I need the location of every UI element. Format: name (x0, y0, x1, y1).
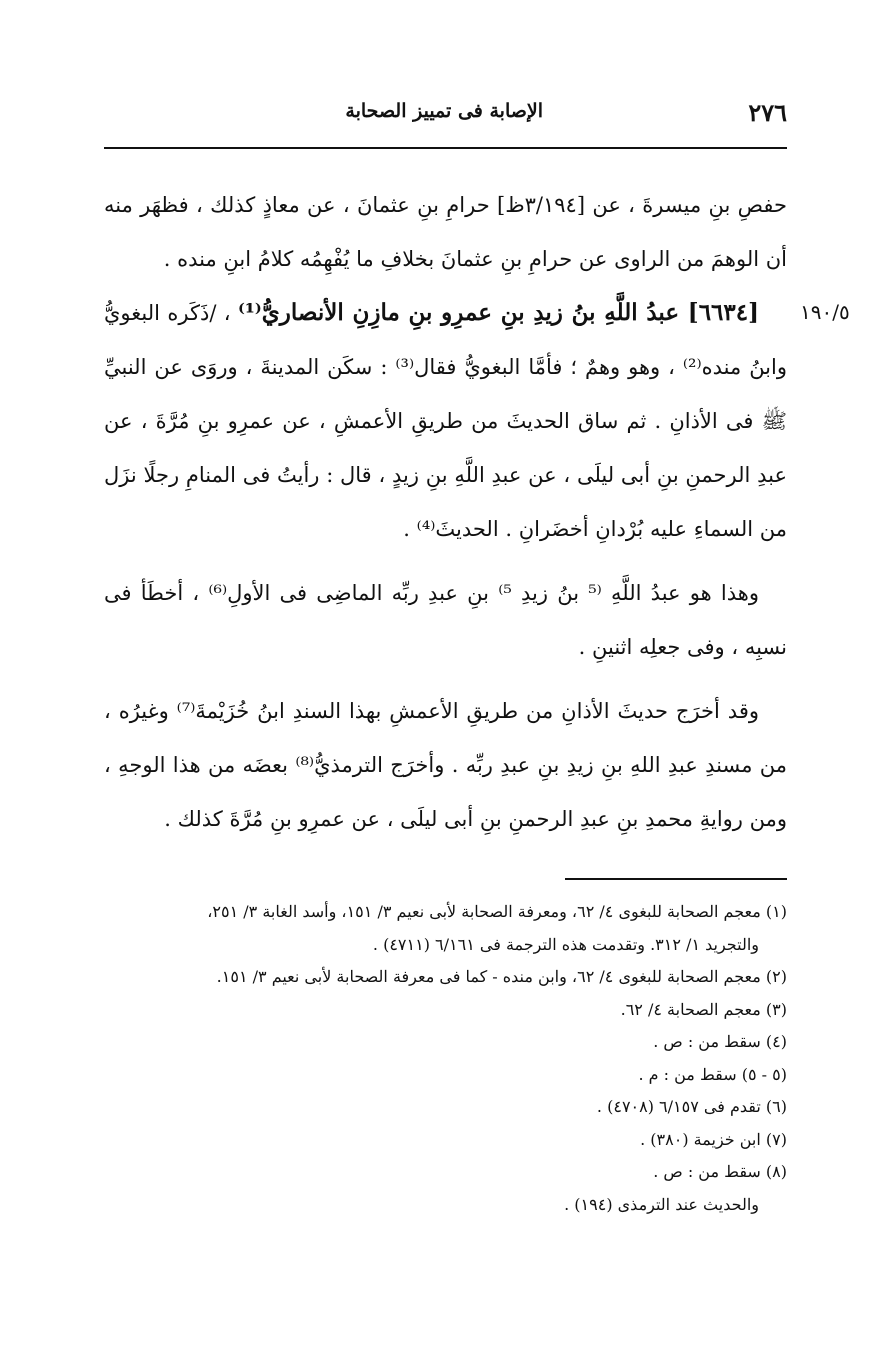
paragraph-1: حفصِ بنِ ميسرةَ ، عن [٣/١٩٤ظ] حرامِ بنِ عثمانَ ، عن معاذٍ كذلك ، فظهَر منه أن الوهمَ من الراوى عن حرامِ بنِ عثمانَ بخلافِ ما يُفْهِمُه كلامُ ابنِ منده . (104, 193, 788, 271)
header-rule (104, 147, 787, 149)
page-header (104, 98, 787, 134)
footnote-1: (١) معجم الصحابة للبغوى ٤/ ٦٢، ومعرفة الصحابة لأبى نعيم ٣/ ١٥١، وأسد الغابة ٣/ ٢٥١، (207, 902, 787, 921)
entry-paragraph (104, 286, 787, 556)
footnote-6: (٦) تقدم فى ٦/١٥٧ (٤٧٠٨) . (596, 1097, 787, 1116)
footnote-8-continued: والحديث عند الترمذى (١٩٤) . (564, 1194, 759, 1214)
entry-heading: [٦٦٣٤] عبدُ اللَّهِ بنُ زيدِ بنِ عمرِو بنِ مازِنِ الأنصاريُّ⁽¹⁾ (237, 299, 759, 326)
paragraph-4: وقد أخرَج حديثَ الأذانِ من طريقِ الأعمشِ بهذا السندِ ابنُ خُزَيْمةَ⁽⁷⁾ وغيرُه ، من مسندِ عبدِ اللهِ بنِ زيدِ بنِ عبدِ ربِّه . وأخرَج الترمذيُّ⁽⁸⁾ بعضَه من هذا الوجهِ ، ومن روايةِ محمدِ بنِ عبدِ الرحمنِ بنِ أبى ليلَى ، عن عمرِو بنِ مُرَّةَ كذلك . (104, 699, 787, 831)
running-title: الإصابة فى تمييز الصحابة (345, 100, 543, 122)
footnote-7: (٧) ابن خزيمة (٣٨٠) . (640, 1129, 787, 1149)
footnote-1-continued: والتجريد ١/ ٣١٢. وتقدمت هذه الترجمة فى ٦/١٦١ (٤٧١١) . (372, 934, 759, 954)
footnote-3: (٣) معجم الصحابة ٤/ ٦٢. (620, 999, 787, 1019)
footnote-2: (٢) معجم الصحابة للبغوى ٤/ ٦٢، وابن منده - كما فى معرفة الصحابة لأبى نعيم ٣/ ١٥١. (216, 967, 787, 986)
footnote-rule (565, 878, 787, 880)
footnote-8: (٨) سقط من : ص . (653, 1162, 787, 1181)
footnote-4: (٤) سقط من : ص . (653, 1032, 787, 1051)
margin-reference: ١٩٠/٥ (800, 300, 850, 324)
main-text (104, 178, 787, 846)
paragraph-3: وهذا هو عبدُ اللَّهِ ⁽⁵ بنُ زيدِ ⁵⁾ بنِ عبدِ ربِّه الماضِى فى الأولِ⁽⁶⁾ ، أخطَأ فى نسبِه ، وفى جعلِه اثنينِ . (104, 581, 787, 659)
entry-text: ، /ذَكَره البغويُّ وابنُ منده⁽²⁾ ، وهو وهمٌ ؛ فأمَّا البغويُّ فقال⁽³⁾ : سكَن المدينةَ ، وروَى عن النبيِّ ﷺ فى الأذانِ . ثم ساق الحديثَ من طريقِ الأعمشِ ، عن عمرِو بنِ مُرَّةَ ، عن عبدِ الرحمنِ بنِ أبى ليلَى ، عن عبدِ اللَّهِ بنِ زيدٍ ، قال : رأيتُ فى المنامِ رجلًا نزَل من السماءِ عليه بُرْدانِ أخضَرانِ . الحديثَ⁽⁴⁾ . (104, 301, 787, 541)
page-number: ٢٧٦ (748, 98, 787, 127)
footnote-5: (٥ - ٥) سقط من : م . (638, 1064, 787, 1084)
footnotes (104, 896, 787, 1221)
